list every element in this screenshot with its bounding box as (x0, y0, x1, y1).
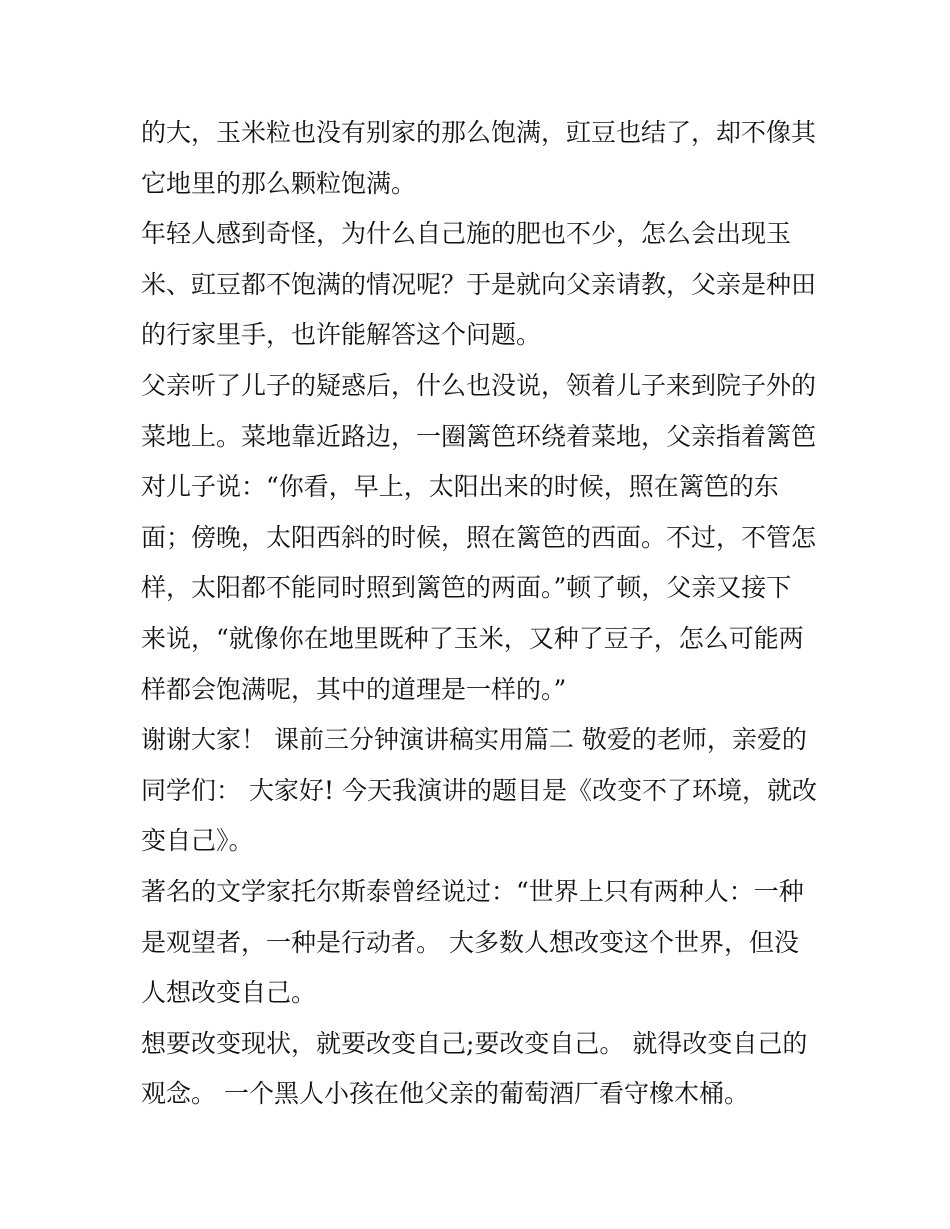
paragraph-2 (141, 209, 821, 361)
paragraph-4 (141, 715, 821, 867)
text-line: 面；傍晚，太阳西斜的时候，照在篱笆的西面。不过，不管怎 (141, 522, 817, 552)
text-line: 是观望者，一种是行动者。 大多数人想改变这个世界，但没 (141, 927, 799, 957)
text-line: 变自己》。 (141, 826, 254, 856)
text-line: 它地里的那么颗粒饱满。 (141, 168, 417, 198)
text-line: 人想改变自己。 (141, 978, 317, 1008)
paragraph-6 (141, 1019, 821, 1120)
text-line: 米、豇豆都不饱满的情况呢？于是就向父亲请教，父亲是种田 (141, 269, 817, 299)
text-line: 的大，玉米粒也没有别家的那么饱满，豇豆也结了，却不像其 (141, 118, 817, 147)
text-line: 同学们： 大家好! 今天我演讲的题目是《改变不了环境，就改 (141, 775, 817, 805)
text-line: 谢谢大家！ 课前三分钟演讲稿实用篇二 敬爱的老师，亲爱的 (141, 725, 807, 755)
text-line: 观念。 一个黑人小孩在他父亲的葡萄酒厂看守橡木桶。 (141, 1079, 749, 1109)
paragraph-5 (141, 867, 821, 1019)
text-line: 样都会饱满呢，其中的道理是一样的。” (141, 674, 567, 704)
text-line: 父亲听了儿子的疑惑后，什么也没说，领着儿子来到院子外的 (141, 370, 817, 400)
text-line: 菜地上。菜地靠近路边，一圈篱笆环绕着菜地，父亲指着篱笆 (141, 421, 817, 451)
document-body (141, 108, 821, 1120)
paragraph-1 (141, 108, 821, 209)
text-line: 想要改变现状，就要改变自己;要改变自己。 就得改变自己的 (141, 1028, 808, 1058)
text-line: 的行家里手，也许能解答这个问题。 (141, 320, 542, 350)
text-line: 对儿子说：“你看，早上，太阳出来的时候，照在篱笆的东 (141, 472, 779, 502)
text-line: 著名的文学家托尔斯泰曾经说过：“世界上只有两种人：一种 (141, 876, 804, 906)
text-line: 来说，“就像你在地里既种了玉米，又种了豆子，怎么可能两 (141, 623, 804, 653)
text-line: 样，太阳都不能同时照到篱笆的两面。”顿了顿，父亲又接下 (141, 573, 792, 603)
text-line: 年轻人感到奇怪，为什么自己施的肥也不少，怎么会出现玉 (141, 219, 792, 249)
paragraph-3 (141, 361, 821, 715)
